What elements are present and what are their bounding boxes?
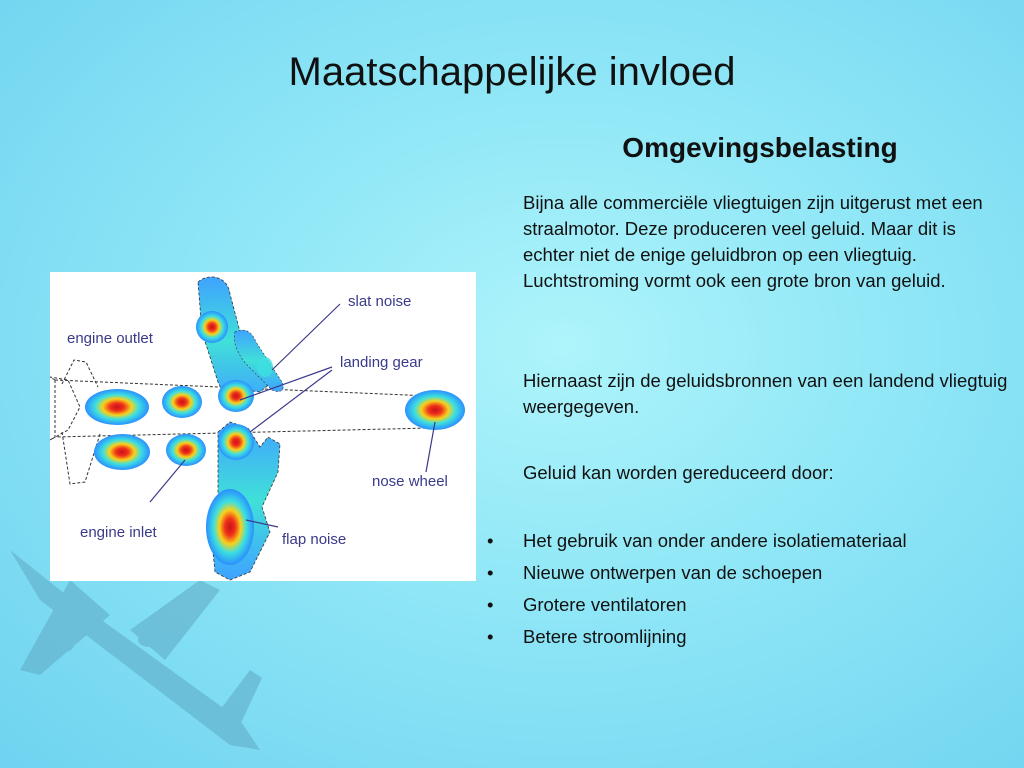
- noise-sources-figure: [50, 272, 476, 581]
- bullet-icon: •: [487, 562, 494, 583]
- label-leader-lines: [150, 304, 435, 527]
- list-item: • Nieuwe ontwerpen van de schoepen: [485, 557, 907, 589]
- bullet-icon: •: [487, 594, 494, 615]
- hotspot-engine-inlet-upper: [162, 386, 202, 418]
- slide-title: Maatschappelijke invloed: [288, 50, 736, 94]
- hotspot-wing-tip: [196, 311, 228, 343]
- hotspot-slat-mid: [257, 357, 273, 377]
- paragraph-reduction: Geluid kan worden gereduceerd door:: [523, 462, 834, 483]
- label-engine-outlet: engine outlet: [67, 330, 153, 347]
- hotspot-engine-inlet-lower: [166, 434, 206, 466]
- label-slat-noise: slat noise: [348, 293, 412, 310]
- reduction-list: [485, 525, 907, 653]
- list-item: • Betere stroomlijning: [485, 621, 907, 653]
- list-item: • Het gebruik van onder andere isolatiemateriaal: [485, 525, 907, 557]
- label-flap-noise: flap noise: [282, 531, 347, 548]
- hotspot-engine-outlet-lower: [94, 434, 150, 470]
- paragraph-figure-ref: Hiernaast zijn de geluidsbronnen van een landend vliegtuig weergegeven.: [523, 370, 1008, 417]
- paragraph-intro: Bijna alle commerciële vliegtuigen zijn uitgerust met een straalmotor. Deze produceren veel geluid. Maar dit is echter niet de enige geluidbron op een vliegtuig. Luchtstroming vormt ook een grote bron van geluid.: [523, 192, 983, 291]
- airplane-noise-map: [50, 272, 476, 581]
- hotspot-engine-outlet: [85, 389, 149, 425]
- hotspot-main-gear-upper: [218, 380, 254, 412]
- slide-subtitle: Omgevingsbelasting: [622, 132, 898, 163]
- hotspot-main-gear-lower: [218, 424, 254, 460]
- label-landing-gear: landing gear: [340, 354, 423, 371]
- bullet-icon: •: [487, 626, 494, 647]
- list-item: • Grotere ventilatoren: [485, 589, 907, 621]
- label-nose-wheel: nose wheel: [372, 473, 448, 490]
- bullet-icon: •: [487, 530, 494, 551]
- hotspot-flap: [206, 489, 254, 565]
- label-engine-inlet: engine inlet: [80, 524, 157, 541]
